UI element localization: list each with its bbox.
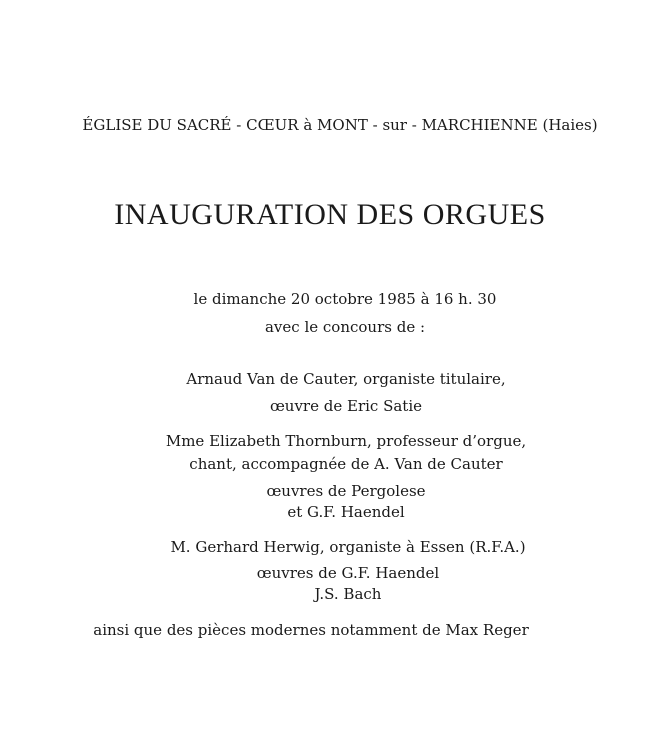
intro-line: avec le concours de : <box>264 318 426 336</box>
performer-2-role: Mme Elizabeth Thornburn, professeur d’orgue, <box>165 432 527 450</box>
performer-2-works-cont: et G.F. Haendel <box>287 503 405 521</box>
performer-1-works: œuvre de Eric Satie <box>269 397 423 415</box>
performer-3-works: œuvres de G.F. Haendel <box>256 564 440 582</box>
performer-2-works: œuvres de Pergolese <box>266 482 426 500</box>
performer-3-works-cont: J.S. Bach <box>314 585 382 603</box>
page-title: INAUGURATION DES ORGUES <box>114 198 546 231</box>
performer-1-role: Arnaud Van de Cauter, organiste titulaire, <box>186 370 506 388</box>
closing-line: ainsi que des pièces modernes notamment de Max Reger <box>93 621 529 639</box>
performer-3-role: M. Gerhard Herwig, organiste à Essen (R.F.A.) <box>170 538 526 556</box>
date-line: le dimanche 20 octobre 1985 à 16 h. 30 <box>193 290 497 308</box>
church-header: ÉGLISE DU SACRÉ - CŒUR à MONT - sur - MARCHIENNE (Haies) <box>82 116 598 134</box>
performer-2-accompaniment: chant, accompagnée de A. Van de Cauter <box>189 455 503 473</box>
